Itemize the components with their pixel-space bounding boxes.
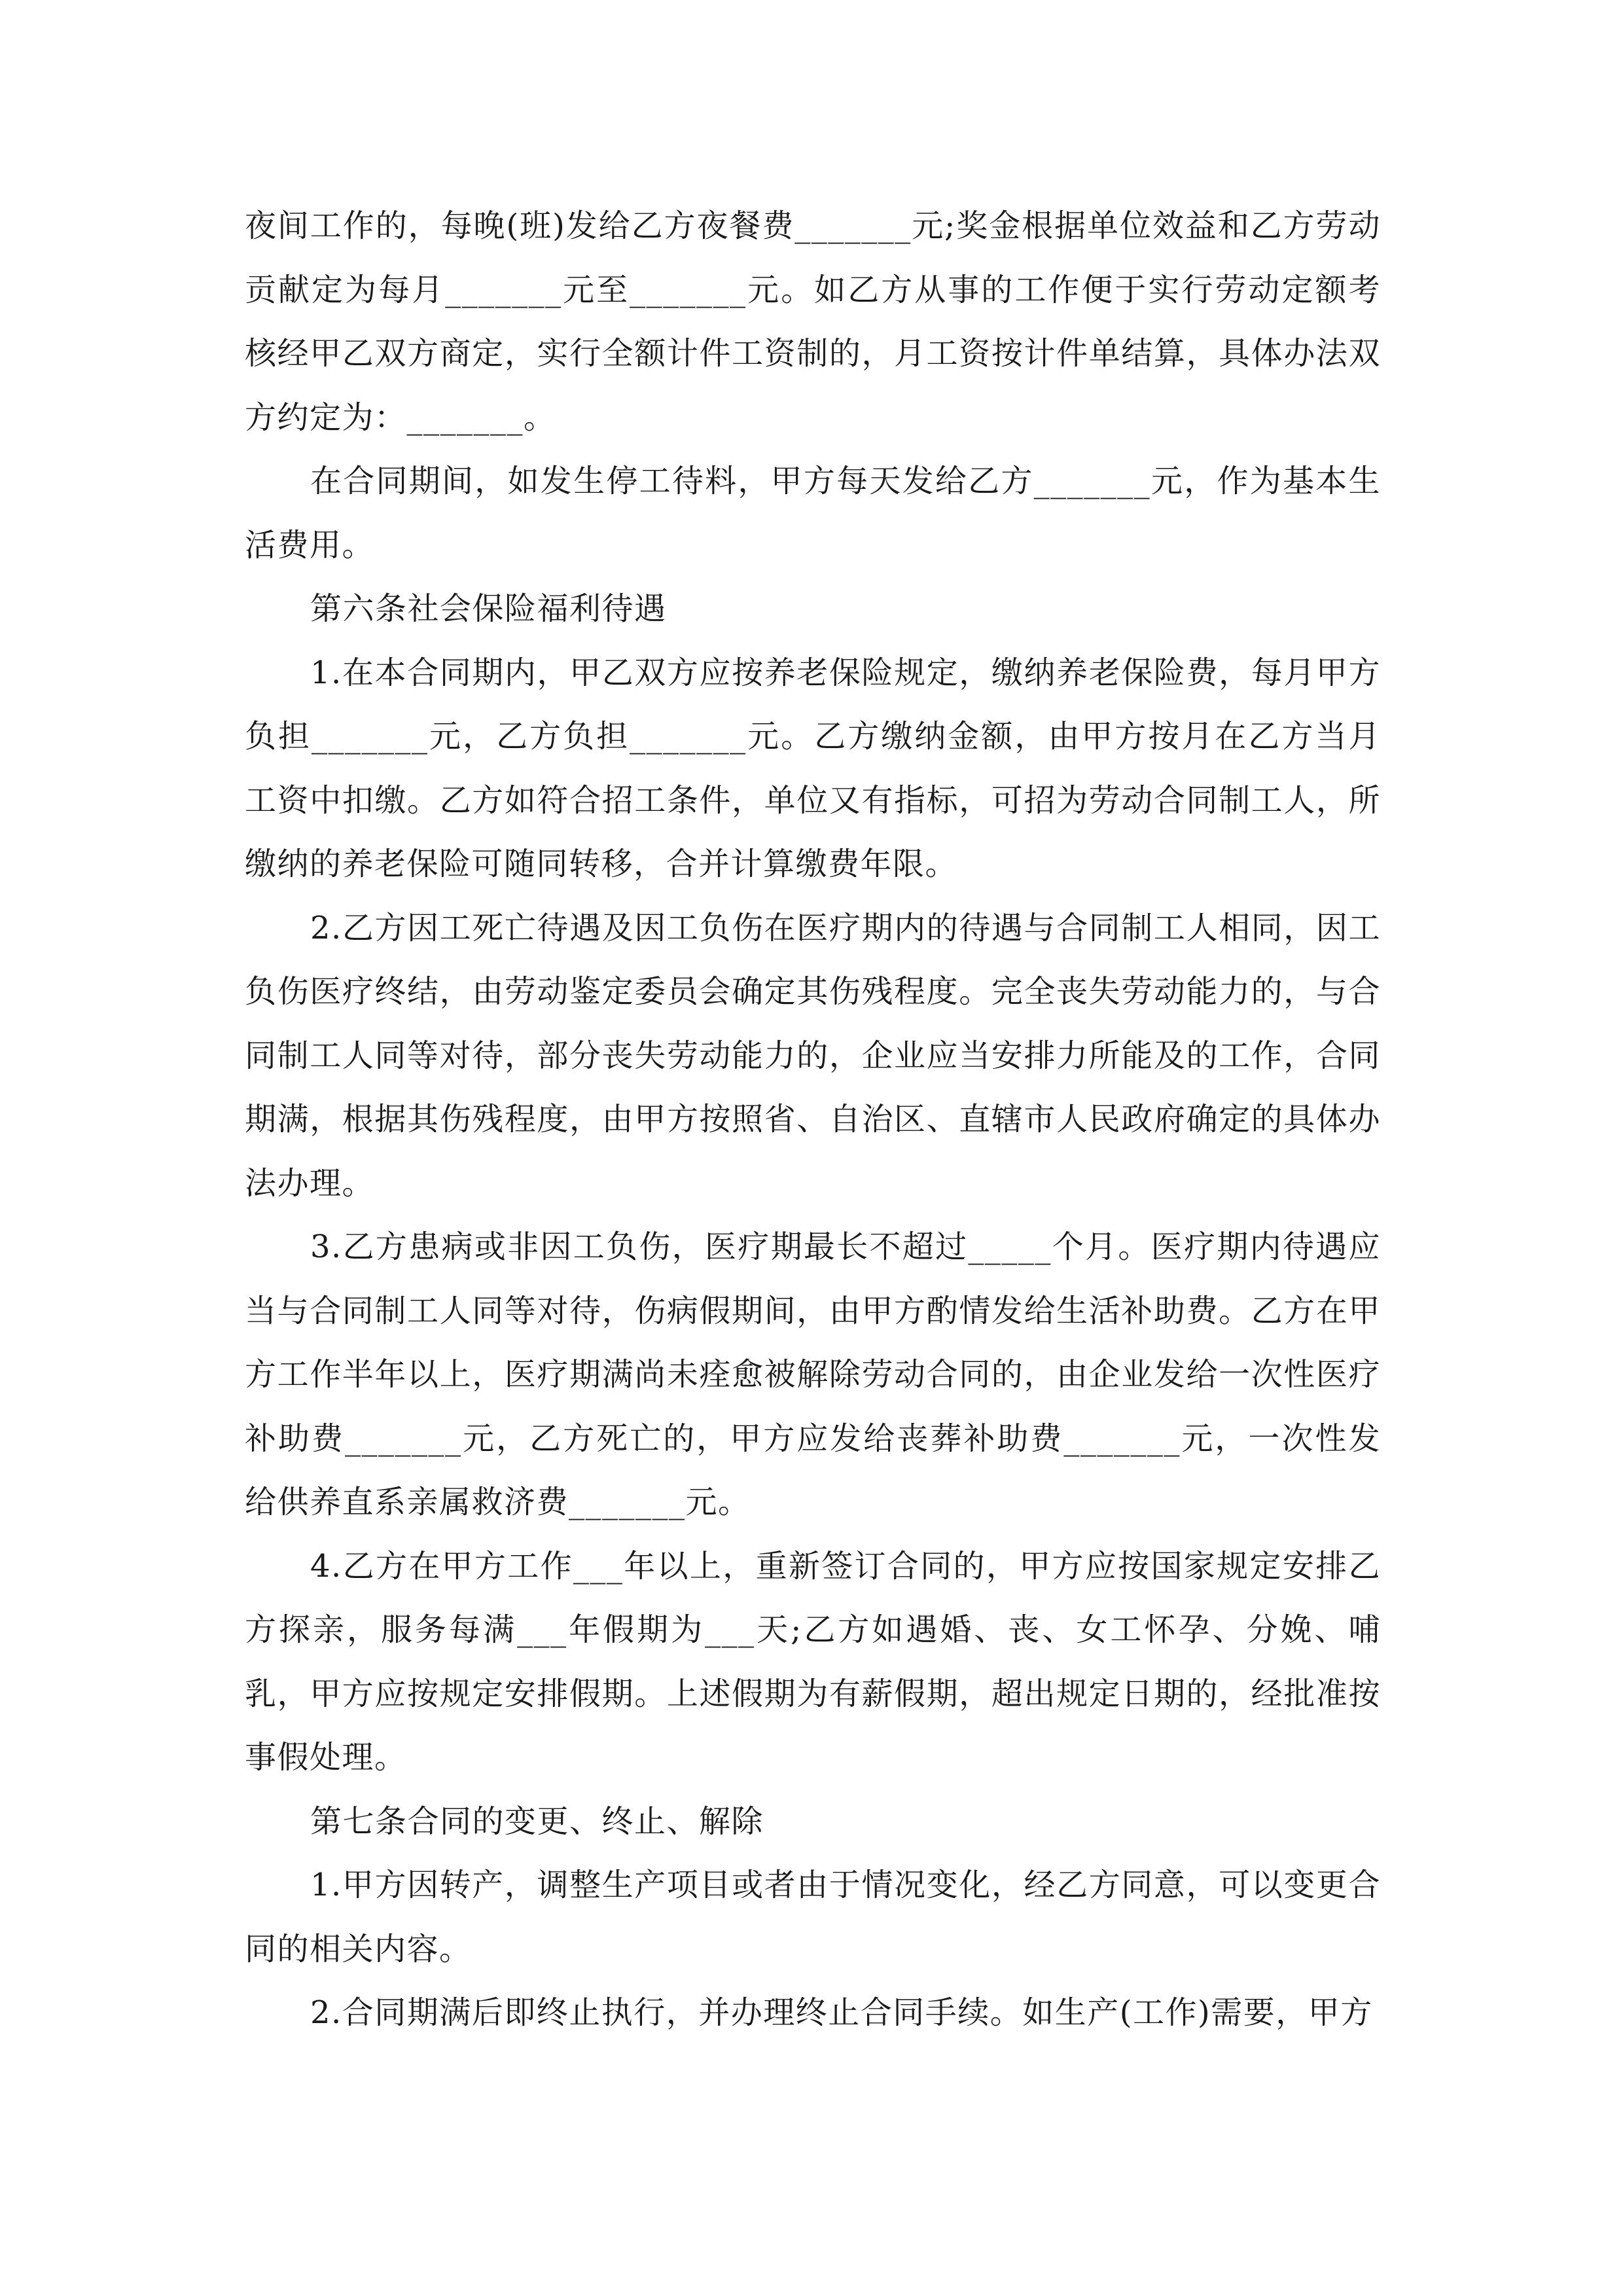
paragraph-work-stoppage: 在合同期间，如发生停工待料，甲方每天发给乙方_______元，作为基本生活费用。 xyxy=(245,463,1381,564)
clause-7-2: 2.合同期满后即终止执行，并办理终止合同手续。如生产(工作)需要，甲方 xyxy=(310,1994,1373,2031)
section-heading-article-7: 第七条合同的变更、终止、解除 xyxy=(310,1803,764,1840)
clause-6-3: 3.乙方患病或非因工负伤，医疗期最长不超过_____个月。医疗期内待遇应当与合同制工人同等对待，伤病假期间，由甲方酌情发给生活补助费。乙方在甲方工作半年以上，医疗期满尚未痊愈被解除劳动合同的，由企业发给一次性医疗补助费_______元，乙方死亡的，甲方应发给丧葬补助费_______元，一次性发给供养直系亲属救济费_______元。 xyxy=(245,1229,1381,1520)
section-heading-article-6: 第六条社会保险福利待遇 xyxy=(310,590,667,627)
document-body xyxy=(245,194,1381,2045)
clause-6-4: 4.乙方在甲方工作___年以上，重新签订合同的，甲方应按国家规定安排乙方探亲，服务每满___年假期为___天;乙方如遇婚、丧、女工怀孕、分娩、哺乳，甲方应按规定安排假期。上述假期为有薪假期，超出规定日期的，经批准按事假处理。 xyxy=(245,1547,1381,1776)
clause-6-2: 2.乙方因工死亡待遇及因工负伤在医疗期内的待遇与合同制工人相同，因工负伤医疗终结，由劳动鉴定委员会确定其伤残程度。完全丧失劳动能力的，与合同制工人同等对待，部分丧失劳动能力的，企业应当安排力所能及的工作，合同期满，根据其伤残程度，由甲方按照省、自治区、直辖市人民政府确定的具体办法办理。 xyxy=(245,909,1381,1202)
paragraph-continuation: 夜间工作的，每晚(班)发给乙方夜餐费_______元;奖金根据单位效益和乙方劳动贡献定为每月_______元至_______元。如乙方从事的工作便于实行劳动定额考核经甲乙双方商定，实行全额计件工资制的，月工资按计件单结算，具体办法双方约定为：_______。 xyxy=(245,207,1381,436)
clause-7-1: 1.甲方因转产，调整生产项目或者由于情况变化，经乙方同意，可以变更合同的相关内容。 xyxy=(245,1867,1381,1967)
clause-6-1: 1.在本合同期内，甲乙双方应按养老保险规定，缴纳养老保险费，每月甲方负担_______元，乙方负担_______元。乙方缴纳金额，由甲方按月在乙方当月工资中扣缴。乙方如符合招工条件，单位又有指标，可招为劳动合同制工人，所缴纳的养老保险可随同转移，合并计算缴费年限。 xyxy=(245,654,1381,882)
